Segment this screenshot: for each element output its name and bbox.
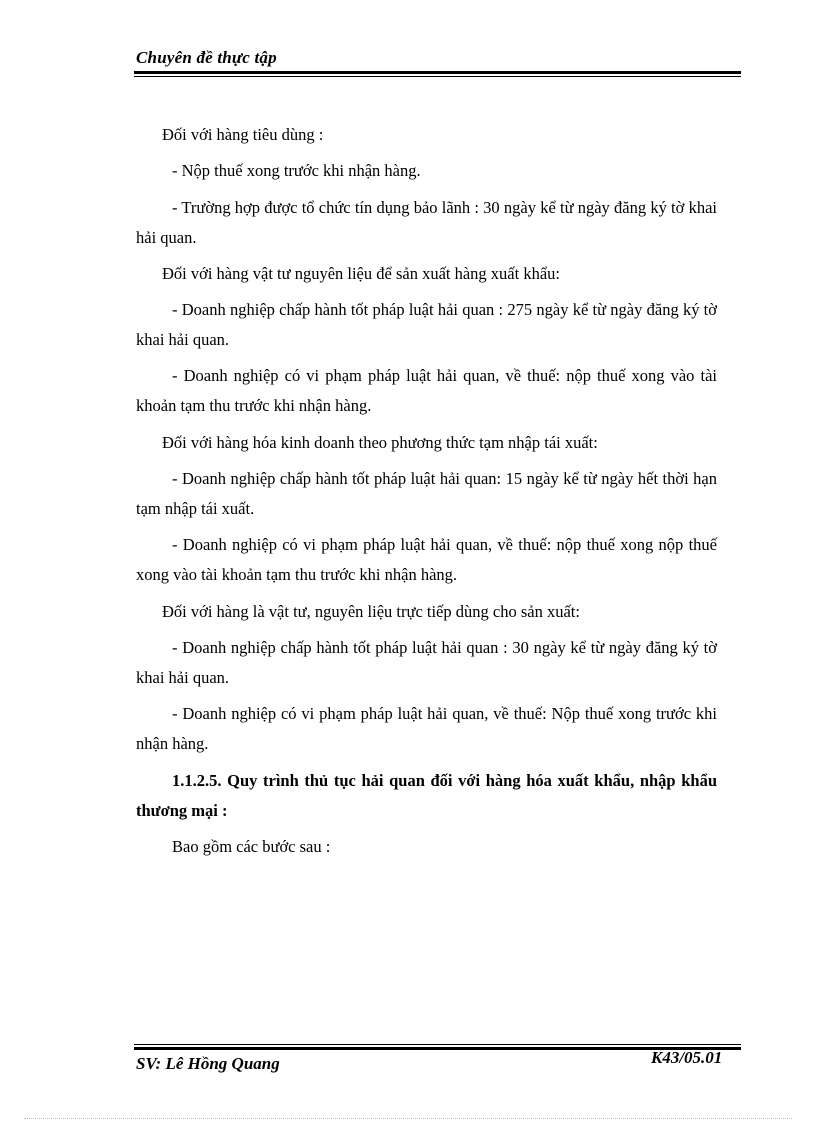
page-bottom-dotted-line [24,1118,792,1119]
paragraph-pay-before-receipt: - Nộp thuế xong trước khi nhận hàng. [172,161,421,181]
paragraph-violation-reexport: - Doanh nghiệp có vi phạm pháp luật hải quan, về thuế: nộp thuế xong nộp thuế xong vào tài khoản tạm thu trước khi nhận hàng. [136,535,717,585]
header-title: Chuyên đề thực tập [136,48,277,67]
paragraph-compliant-30-days: - Doanh nghiệp chấp hành tốt pháp luật hải quan : 30 ngày kể từ ngày đăng ký tờ khai hải quan. [136,637,717,687]
section-heading: 1.1.2.5. Quy trình thủ tục hải quan đối với hàng hóa xuất khẩu, nhập khẩu thương mại : [136,770,717,820]
header-rule-thin [134,76,741,77]
paragraph-compliant-15-days: - Doanh nghiệp chấp hành tốt pháp luật hải quan: 15 ngày kể từ ngày hết thời hạn tạm nhập tái xuất. [136,469,717,519]
document-body [136,120,717,868]
paragraph-production-materials: Đối với hàng là vật tư, nguyên liệu trực tiếp dùng cho sản xuất: [162,601,580,621]
paragraph-violation-temp-account: - Doanh nghiệp có vi phạm pháp luật hải quan, về thuế: nộp thuế xong vào tài khoản tạm thu trước khi nhận hàng. [136,366,717,416]
footer-rule-thin [134,1044,741,1045]
header-rule-thick [134,71,741,74]
footer-author: SV: Lê Hồng Quang [136,1054,280,1073]
paragraph-export-materials: Đối với hàng vật tư nguyên liệu để sản xuất hàng xuất khẩu: [162,263,560,283]
paragraph-consumer-goods: Đối với hàng tiêu dùng : [162,125,324,144]
footer-rule-thick [134,1047,741,1050]
paragraph-steps-intro: Bao gồm các bước sau : [172,836,331,856]
footer-class-code: K43/05.01 [651,1048,723,1067]
paragraph-violation-pay-before: - Doanh nghiệp có vi phạm pháp luật hải quan, về thuế: Nộp thuế xong trước khi nhận hàng. [136,704,717,754]
paragraph-compliant-275-days: - Doanh nghiệp chấp hành tốt pháp luật hải quan : 275 ngày kể từ ngày đăng ký tờ khai hải quan. [136,300,717,350]
paragraph-temp-import-reexport: Đối với hàng hóa kinh doanh theo phương thức tạm nhập tái xuất: [162,432,598,452]
paragraph-guaranteed-30-days: - Trường hợp được tổ chức tín dụng bảo lãnh : 30 ngày kể từ ngày đăng ký tờ khai hải quan. [136,197,717,247]
